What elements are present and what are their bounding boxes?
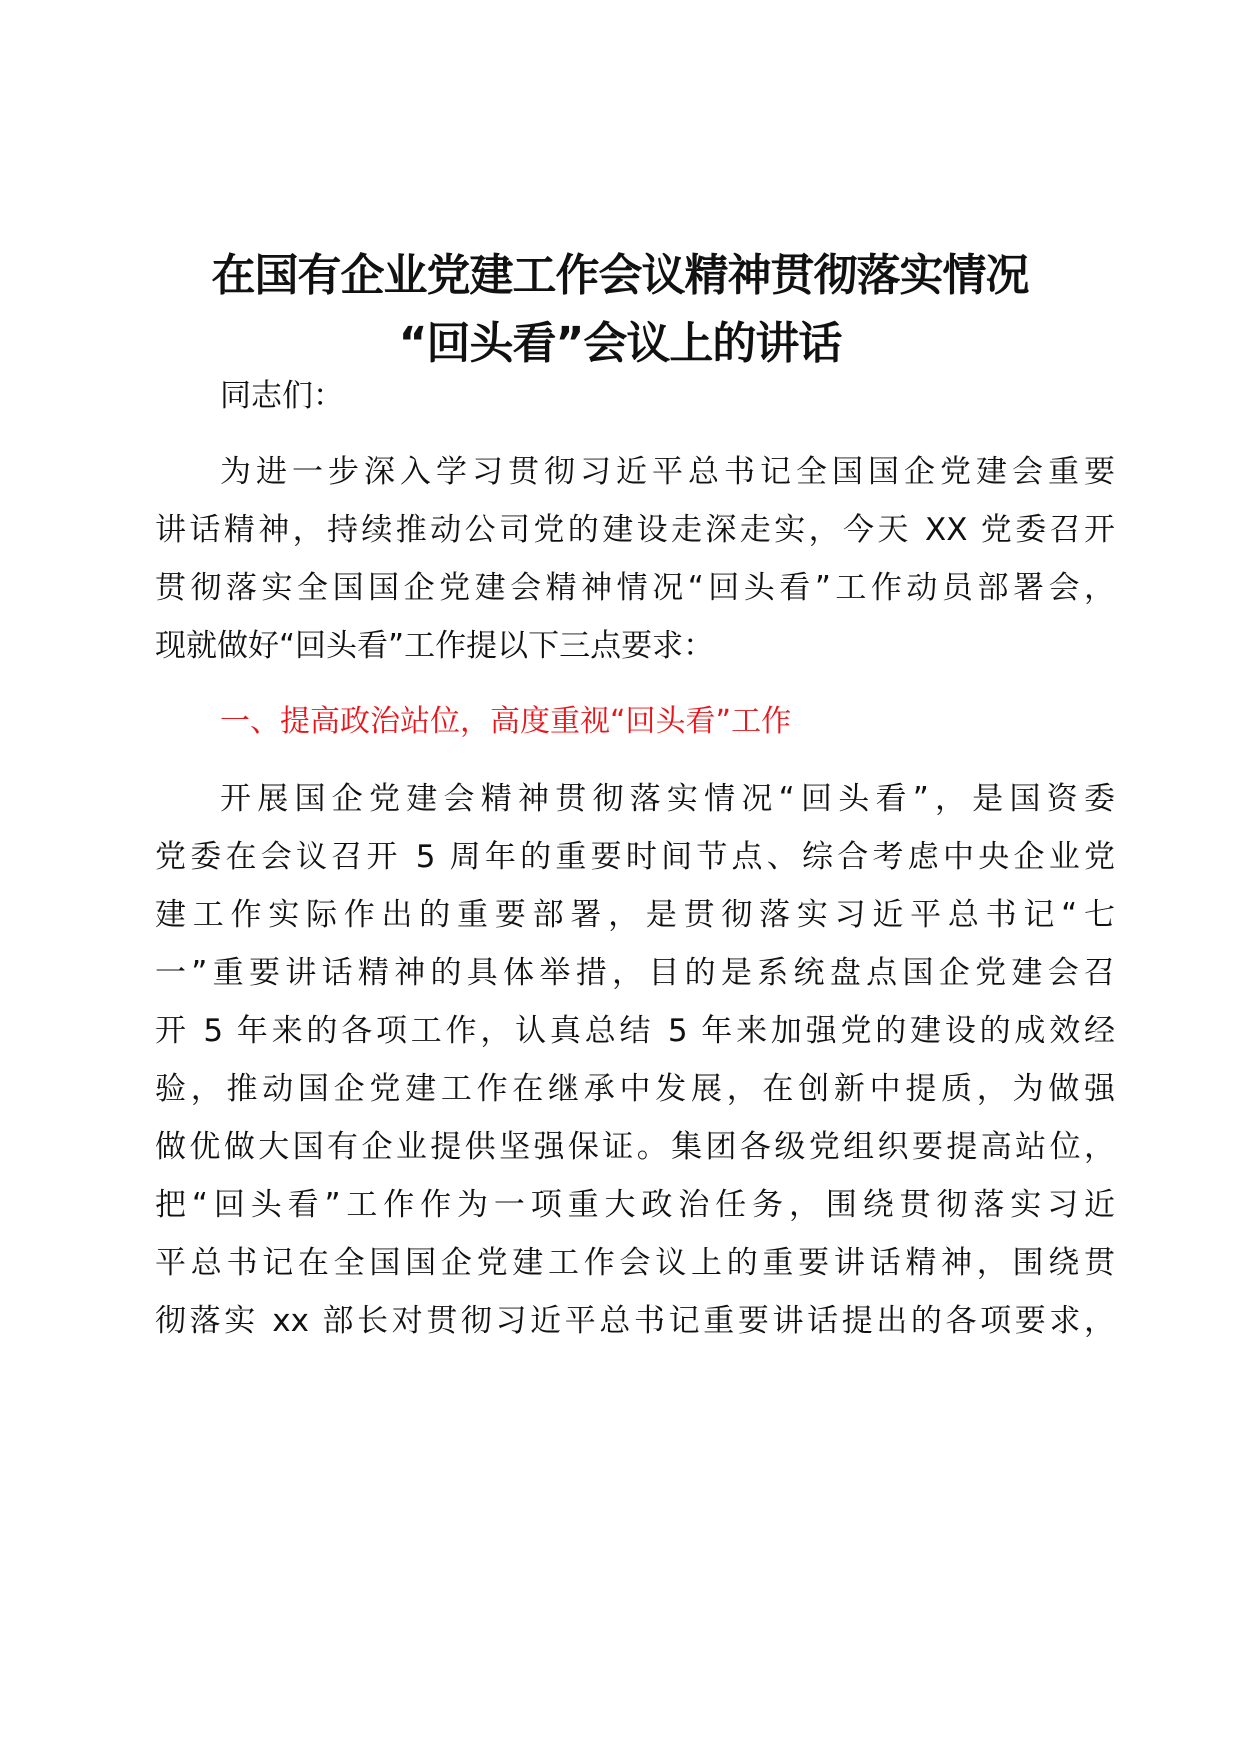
paragraph-2-line: 验，推动国企党建工作在继承中发展，在创新中提质，为做强 (155, 1071, 1115, 1107)
paragraph-1-line: 为进一步深入学习贯彻习近平总书记全国国企党建会重要 (220, 454, 1115, 490)
salutation: 同志们： (220, 378, 344, 414)
paragraph-2-line: 开展国企党建会精神贯彻落实情况“回头看”，是国资委 (220, 781, 1115, 817)
paragraph-2-line: 建工作实际作出的重要部署，是贯彻落实习近平总书记“七 (155, 897, 1115, 933)
paragraph-1-line: 贯彻落实全国国企党建会精神情况“回头看”工作动员部署会， (155, 570, 1115, 606)
paragraph-1-line: 讲话精神，持续推动公司党的建设走深走实，今天 XX 党委召开 (155, 512, 1115, 548)
paragraph-2-line: 党委在会议召开 5 周年的重要时间节点、综合考虑中央企业党 (155, 839, 1115, 875)
paragraph-1-line: 现就做好“回头看”工作提以下三点要求： (155, 628, 715, 664)
paragraph-2-line: 一”重要讲话精神的具体举措，目的是系统盘点国企党建会召 (155, 955, 1115, 991)
document-title-line-2: “回头看”会议上的讲话 (398, 318, 842, 369)
paragraph-2-line: 平总书记在全国国企党建工作会议上的重要讲话精神，围绕贯 (155, 1245, 1115, 1281)
document-title-line-1: 在国有企业党建工作会议精神贯彻落实情况 (211, 250, 1029, 301)
paragraph-2-line: 彻落实 xx 部长对贯彻习近平总书记重要讲话提出的各项要求， (155, 1303, 1115, 1339)
paragraph-2-line: 做优做大国有企业提供坚强保证。集团各级党组织要提高站位， (155, 1129, 1115, 1165)
section-heading-1: 一、提高政治站位，高度重视“回头看”工作 (220, 704, 792, 739)
paragraph-2-line: 把“回头看”工作作为一项重大政治任务，围绕贯彻落实习近 (155, 1187, 1115, 1223)
paragraph-2-line: 开 5 年来的各项工作，认真总结 5 年来加强党的建设的成效经 (155, 1013, 1115, 1049)
